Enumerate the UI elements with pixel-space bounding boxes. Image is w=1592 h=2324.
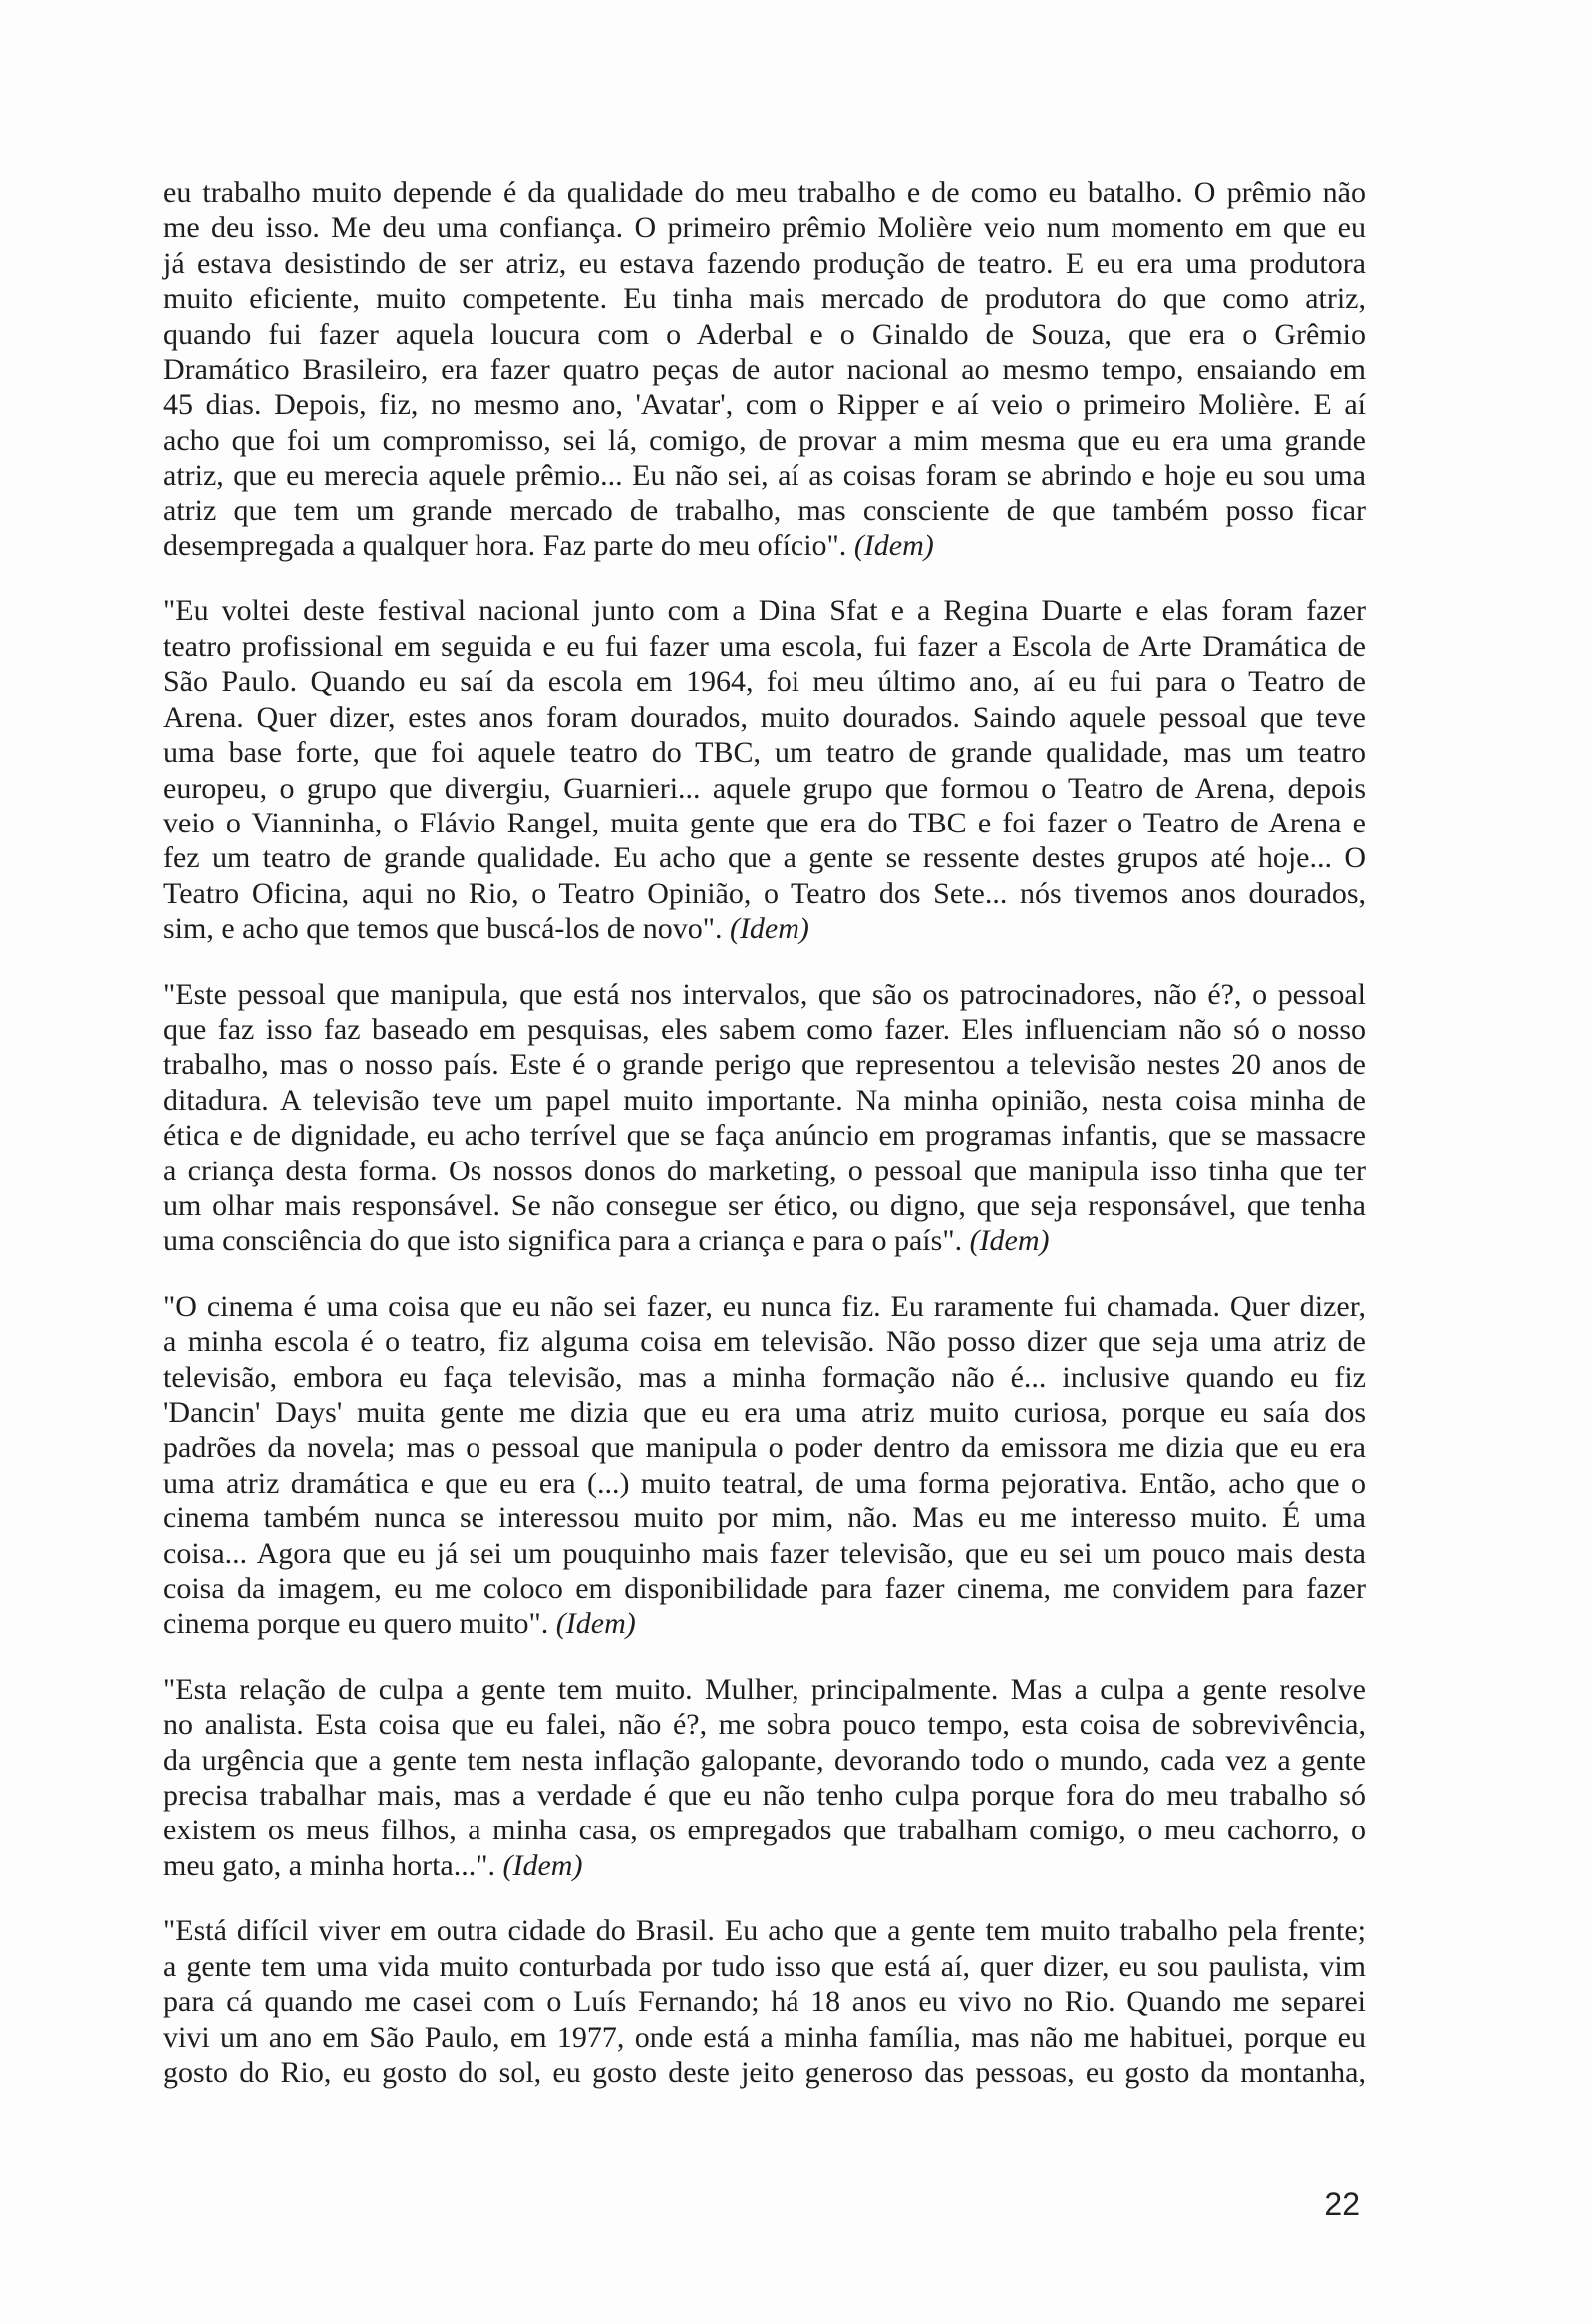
text-line — [163, 352, 1366, 387]
line-text: ética e de dignidade, eu acho terrível que se faça anúncio em programas infantis, que se massacre — [163, 1119, 1366, 1153]
text-line — [163, 281, 1366, 316]
line-text: "Está difícil viver em outra cidade do Brasil. Eu acho que a gente tem muito trabalho pela frente; — [163, 1914, 1366, 1948]
text-line — [163, 629, 1366, 664]
line-text: uma base forte, que foi aquele teatro do TBC, um teatro de grande qualidade, mas um teatro — [163, 736, 1366, 770]
line-text: "Este pessoal que manipula, que está nos intervalos, que são os patrocinadores, não é?, o pessoal — [163, 977, 1366, 1011]
line-text: uma atriz dramática e que eu era (...) muito teatral, de uma forma pejorativa. Então, acho que o — [163, 1466, 1366, 1499]
text-line — [163, 175, 1366, 210]
text-line — [163, 664, 1366, 699]
text-line — [163, 735, 1366, 770]
text-line — [163, 1154, 1366, 1188]
page-number: 22 — [1324, 2186, 1360, 2222]
line-text: sim, e acho que temos que buscá-los de novo". — [163, 912, 723, 946]
line-text: Dramático Brasileiro, era fazer quatro peças de autor nacional ao mesmo tempo, ensaiando em — [163, 353, 1366, 387]
line-text: "Esta relação de culpa a gente tem muito. Mulher, principalmente. Mas a culpa a gente resolve — [163, 1672, 1366, 1706]
text-line — [163, 1813, 1366, 1847]
line-text: atriz que tem um grande mercado de trabalho, mas consciente de que também posso ficar — [163, 494, 1366, 527]
text-line — [163, 1778, 1366, 1813]
line-text: eu trabalho muito depende é da qualidade do meu trabalho e de como eu batalho. O prêmio não — [163, 176, 1366, 209]
text-line — [163, 1984, 1366, 2019]
text-line — [163, 1289, 1366, 1324]
line-text: a gente tem uma vida muito conturbada por tudo isso que está aí, quer dizer, eu sou paulista, vim — [163, 1949, 1366, 1983]
text-line — [163, 1395, 1366, 1430]
text-line — [163, 1466, 1366, 1500]
text-line — [163, 1324, 1366, 1359]
line-text: 45 dias. Depois, fiz, no mesmo ano, 'Avatar', com o Ripper e aí veio o primeiro Molière. E aí — [163, 388, 1366, 422]
line-text: da urgência que a gente tem nesta inflação galopante, devorando todo o mundo, cada vez a gente — [163, 1743, 1366, 1777]
line-text: no analista. Esta coisa que eu falei, não é?, me sobra pouco tempo, esta coisa de sobrevivência, — [163, 1708, 1366, 1742]
line-text: coisa da imagem, eu me coloco em disponibilidade para fazer cinema, me convidem para fazer — [163, 1572, 1366, 1606]
paragraph — [163, 175, 1366, 563]
text-line — [163, 1360, 1366, 1395]
line-text: cinema porque eu quero muito". — [163, 1607, 549, 1641]
line-text: trabalho, mas o nosso país. Este é o grande perigo que representou a televisão nestes 20 anos de — [163, 1048, 1366, 1082]
text-line — [163, 911, 1366, 946]
text-line — [163, 1571, 1366, 1606]
line-text: cinema também nunca se interessou muito por mim, não. Mas eu me interesso muito. É uma — [163, 1501, 1366, 1535]
text-line — [163, 771, 1366, 806]
line-text: padrões da novela; mas o pessoal que manipula o poder dentro da emissora me dizia que eu era — [163, 1431, 1366, 1465]
line-text: um olhar mais responsável. Se não consegue ser ético, ou digno, que seja responsável, que tenha — [163, 1188, 1366, 1222]
paragraph — [163, 593, 1366, 946]
paragraph — [163, 977, 1366, 1259]
citation: (Idem) — [555, 1607, 636, 1641]
line-text: ditadura. A televisão teve um papel muito importante. Na minha opinião, nesta coisa minha de — [163, 1083, 1366, 1117]
text-line — [163, 387, 1366, 422]
line-text: Arena. Quer dizer, estes anos foram dourados, muito dourados. Saindo aquele pessoal que teve — [163, 700, 1366, 734]
line-text: teatro profissional em seguida e eu fui fazer uma escola, fui fazer a Escola de Arte Dramática de — [163, 629, 1366, 663]
line-text: Teatro Oficina, aqui no Rio, o Teatro Opinião, o Teatro dos Sete... nós tivemos anos dourados, — [163, 876, 1366, 910]
citation: (Idem) — [729, 912, 809, 946]
line-text: atriz, que eu merecia aquele prêmio... Eu não sei, aí as coisas foram se abrindo e hoje eu sou uma — [163, 459, 1366, 493]
line-text: fez um teatro de grande qualidade. Eu acho que a gente se ressente destes grupos até hoje... O — [163, 841, 1366, 875]
line-text: a minha escola é o teatro, fiz alguma coisa em televisão. Não posso dizer que seja uma atriz de — [163, 1325, 1366, 1359]
text-line — [163, 317, 1366, 352]
line-text: gosto do Rio, eu gosto do sol, eu gosto deste jeito generoso das pessoas, eu gosto da montanha, — [163, 2055, 1366, 2089]
line-text: veio o Vianninha, o Flávio Rangel, muita gente que era do TBC e foi fazer o Teatro de Arena e — [163, 806, 1366, 839]
text-line — [163, 1672, 1366, 1707]
text-line — [163, 210, 1366, 245]
line-text: coisa... Agora que eu já sei um pouquinho mais fazer televisão, que eu sei um pouco mais desta — [163, 1536, 1366, 1570]
text-line — [163, 1913, 1366, 1948]
text-line — [163, 1188, 1366, 1223]
line-text: desempregada a qualquer hora. Faz parte do meu ofício". — [163, 529, 847, 563]
text-line — [163, 1083, 1366, 1118]
line-text: que faz isso faz baseado em pesquisas, eles sabem como fazer. Eles influenciam não só o nosso — [163, 1012, 1366, 1046]
text-line — [163, 1743, 1366, 1778]
text-line — [163, 1223, 1366, 1258]
text-line — [163, 458, 1366, 493]
line-text: muito eficiente, muito competente. Eu tinha mais mercado de produtora do que como atriz, — [163, 282, 1366, 316]
text-line — [163, 593, 1366, 628]
text-line — [163, 1949, 1366, 1984]
line-text: "Eu voltei deste festival nacional junto com a Dina Sfat e a Regina Duarte e elas foram fazer — [163, 594, 1366, 628]
text-line — [163, 876, 1366, 911]
body-text — [163, 175, 1366, 2120]
text-line — [163, 1536, 1366, 1571]
text-line — [163, 423, 1366, 458]
paragraph — [163, 1913, 1366, 2090]
text-line — [163, 1500, 1366, 1535]
text-line — [163, 1848, 1366, 1883]
citation: (Idem) — [969, 1224, 1050, 1258]
paragraph — [163, 1289, 1366, 1642]
line-text: existem os meus filhos, a minha casa, os empregados que trabalham comigo, o meu cachorro, o — [163, 1814, 1366, 1847]
line-text: precisa trabalhar mais, mas a verdade é que eu não tenho culpa porque fora do meu trabalho só — [163, 1779, 1366, 1813]
text-line — [163, 806, 1366, 840]
text-line — [163, 1118, 1366, 1153]
line-text: já estava desistindo de ser atriz, eu estava fazendo produção de teatro. E eu era uma produtora — [163, 246, 1366, 280]
line-text: meu gato, a minha horta...". — [163, 1848, 495, 1882]
line-text: a criança desta forma. Os nossos donos do marketing, o pessoal que manipula isso tinha que ter — [163, 1154, 1366, 1187]
line-text: "O cinema é uma coisa que eu não sei fazer, eu nunca fiz. Eu raramente fui chamada. Quer dizer, — [163, 1289, 1366, 1323]
text-line — [163, 2020, 1366, 2055]
paragraph — [163, 1672, 1366, 1883]
line-text: quando fui fazer aquela loucura com o Aderbal e o Ginaldo de Souza, que era o Grêmio — [163, 317, 1366, 351]
text-line — [163, 1430, 1366, 1465]
text-line — [163, 528, 1366, 563]
line-text: acho que foi um compromisso, sei lá, comigo, de provar a mim mesma que eu era uma grande — [163, 423, 1366, 457]
text-line — [163, 1606, 1366, 1641]
text-line — [163, 2055, 1366, 2090]
line-text: televisão, embora eu faça televisão, mas a minha formação não é... inclusive quando eu fiz — [163, 1360, 1366, 1394]
text-line — [163, 1047, 1366, 1082]
line-text: uma consciência do que isto significa para a criança e para o país". — [163, 1224, 963, 1258]
text-line — [163, 840, 1366, 875]
line-text: vivi um ano em São Paulo, em 1977, onde está a minha família, mas não me habituei, porque eu — [163, 2020, 1366, 2054]
text-line — [163, 700, 1366, 735]
line-text: europeu, o grupo que divergiu, Guarnieri... aquele grupo que formou o Teatro de Arena, depois — [163, 771, 1366, 805]
line-text: São Paulo. Quando eu saí da escola em 1964, foi meu último ano, aí eu fui para o Teatro de — [163, 665, 1366, 699]
text-line — [163, 246, 1366, 281]
citation: (Idem) — [853, 529, 934, 563]
text-line — [163, 1707, 1366, 1742]
text-line — [163, 977, 1366, 1012]
line-text: para cá quando me casei com o Luís Fernando; há 18 anos eu vivo no Rio. Quando me separei — [163, 1985, 1366, 2019]
citation: (Idem) — [502, 1848, 583, 1882]
line-text: me deu isso. Me deu uma confiança. O primeiro prêmio Molière veio num momento em que eu — [163, 211, 1366, 245]
text-line — [163, 1012, 1366, 1047]
line-text: 'Dancin' Days' muita gente me dizia que eu era uma atriz muito curiosa, porque eu saía dos — [163, 1396, 1366, 1429]
text-line — [163, 494, 1366, 528]
